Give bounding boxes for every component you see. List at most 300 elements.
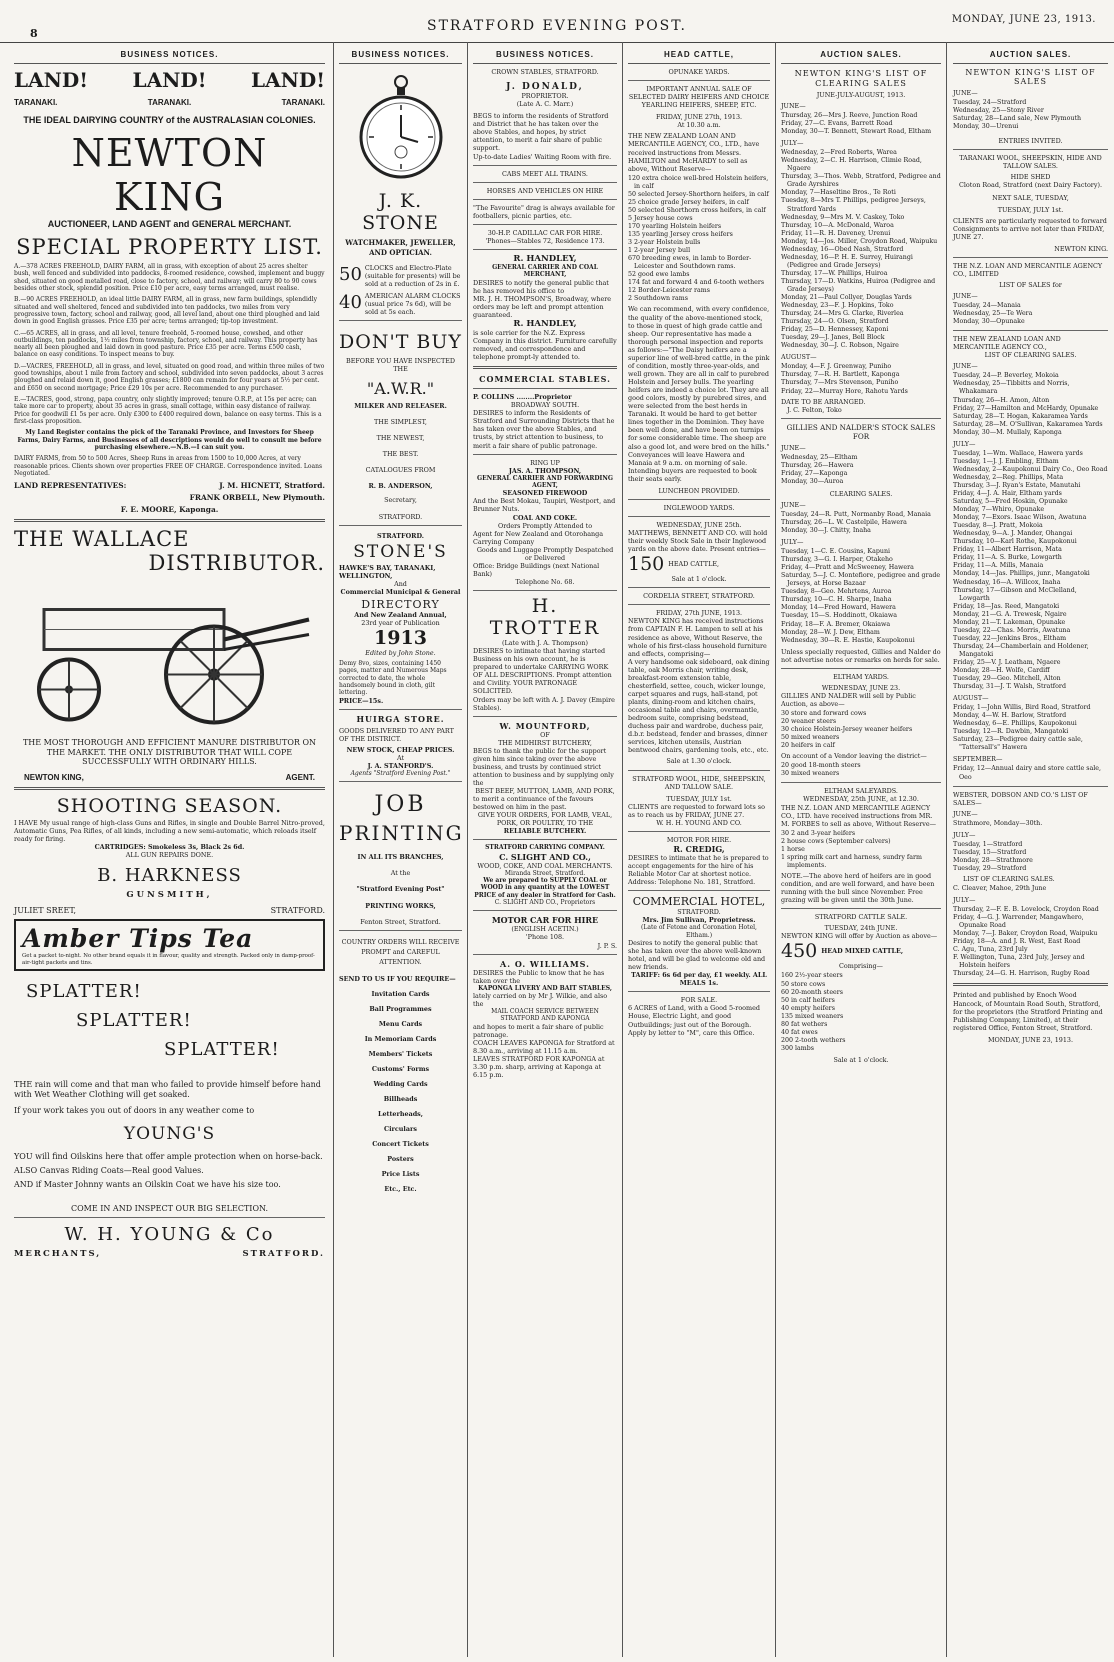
date-to-be-arranged: DATE TO BE ARRANGED. [781, 397, 866, 406]
at-the: At the [390, 869, 411, 878]
wed-25: WEDNESDAY, JUNE 25th. [656, 520, 742, 529]
newton-king-sig: NEWTON KING. [1054, 244, 1108, 253]
gn-will-sell: GILLIES AND NALDER will sell by Public Auction, as above— [781, 691, 916, 708]
matthews: MATTHEWS, BENNETT AND CO. will hold their weekly Stock Sale in their Inglewood yards on the above date. Present entries— [628, 529, 768, 554]
slight-proprietors: C. SLIGHT AND CO., Proprietors [494, 899, 596, 907]
list-item: Thursday, 26—Mrs J. Reeve, Junction Road [781, 112, 918, 120]
crown-stables: CROWN STABLES, STRATFORD. [491, 68, 599, 76]
list-item: Friday, 18—Jas. Reed, Mangatoki [953, 602, 1060, 610]
heifers-note: NOTE.—The above herd of heifers are in good condition, and are well forward, and have been running with the bull since November. Free grazing will be given until the 30th June. [781, 871, 935, 905]
at-1030: At 10.30 a.m. [677, 121, 721, 130]
list-item: Thursday, 24—Chamberlain and Holdener, Mangatoki [953, 642, 1089, 658]
jk-stone: J. K. STONE [362, 190, 439, 234]
splatter-2: SPLATTER! [76, 1010, 192, 1032]
wool-hide-sale: STRATFORD WOOL, HIDE, SHEEPSKIN, AND TALLOW SALE. [632, 774, 766, 791]
column-business-notices-2 [334, 42, 468, 1657]
list-item: Monday, 21—Paul Collyer, Douglas Yards [781, 294, 912, 302]
list-item: Monday, 7—Exors. Isaac Wilson, Awatuna [953, 514, 1087, 522]
list-item: Posters [387, 1155, 414, 1164]
list-item: Saturday, 23—Pedigree dairy cattle sale, "Tattersall's" Hawera [953, 736, 1083, 752]
six-acres: 6 ACRES of Land, with a Good 5-roomed House, Electric Light, and good Outbuildings; just out of the Borough. Apply by letter to "M", care this Office. [628, 1004, 760, 1037]
list-item: Wednesday, 30—J. C. Robson, Ngaire [781, 342, 899, 350]
list-item: Tuesday, 22—Jenkins Bros., Eltham [953, 634, 1067, 642]
land-heading: LAND! LAND! LAND! [14, 68, 325, 92]
phones: 'Phones—Stables 72, Residence 173. [485, 236, 605, 245]
merit-continuance: to merit a continuance of the favours bestowed on him in the past. [473, 795, 594, 812]
cl-july-label: JULY— [953, 439, 976, 448]
dairy-farms: DAIRY FARMS, from 50 to 500 Acres, Sheep Runs in areas from 1500 to 10,000 Acres, at very reasonable prices. Clients shown over properties FREE OF CHARGE. Correspondence invited. Loans Negotiated. [14, 455, 323, 477]
hide-shed: HIDE SHED [1010, 173, 1051, 182]
list-item: Ball Programmes [369, 1005, 432, 1014]
hawkes-bay: HAWKE'S BAY, TARANAKI, WELLINGTON, [339, 563, 436, 580]
list-item: Friday, 11—R. H. Daveney, Urenui [781, 229, 891, 237]
list-item: Monday, 30—J. Chitty, Inaha [781, 527, 871, 535]
list-item: Saturday, 5—Fred Hoskin, Opunake [953, 498, 1068, 506]
list-item: Thursday, 26—Hawera [781, 461, 854, 469]
cl-june-list [781, 511, 941, 535]
mrs-sullivan: Mrs. Jim Sullivan, Proprietress. [642, 916, 756, 925]
coach-leaves: COACH LEAVES KAPONGA for Stratford at 8.30 a.m., arriving at 11.15 a.m. [473, 1038, 615, 1055]
list-item: Wednesday, 2—C. H. Harrison, Climie Road, Ngaere [781, 157, 922, 173]
list-item: Tuesday, 1—Stratford [953, 840, 1023, 848]
list-item: Monday, 7—J. Baker, Croydon Road, Waipuku [953, 930, 1098, 938]
splatter-3: SPLATTER! [164, 1039, 280, 1061]
edited-by: Edited by John Stone. [365, 649, 436, 658]
list-item: Tuesday, 24—Stratford [953, 99, 1027, 106]
proprietor: PROPRIETOR. [521, 92, 569, 101]
reliable-butchery: RELIABLE BUTCHERY. [503, 827, 587, 836]
nk-june-list [953, 99, 1108, 131]
gillies-nalder-stock: GILLIES AND NALDER'S STOCK SALES FOR [786, 422, 936, 441]
ring-up: RING UP [530, 458, 560, 467]
list-item: Friday, 11—Albert Harrison, Mata [953, 546, 1062, 554]
column-auction-sales-2 [776, 42, 947, 1657]
list-item: Thursday, 10—Karl Rothe, Kaupokonui [953, 538, 1077, 546]
cabs-meet: CABS MEET ALL TRAINS. [502, 169, 588, 178]
for-sale: FOR SALE. [680, 996, 718, 1005]
work-text: If your work takes you out of doors in any weather come to [14, 1106, 255, 1116]
rain-text: THE rain will come and that man who failed to provide himself before hand with Wet Weather Clothing will get soaked. [14, 1080, 321, 1100]
directory: DIRECTORY [361, 597, 440, 611]
pocket-watch-icon [356, 72, 446, 182]
slight-co: C. SLIGHT AND CO., [499, 851, 591, 862]
nk-list-sales: NEWTON KING'S LIST OF SALES [965, 68, 1096, 86]
eltham-yards: ELTHAM YARDS. [833, 672, 889, 681]
list-item: Wednesday, 23—F. J. Hopkins, Toko [781, 302, 894, 310]
coal-coke: COAL AND COKE. [512, 513, 578, 522]
agents-sep: Agents "Stratford Evening Post." [350, 770, 451, 778]
mountford-begs: BEGS to thank the public for the support given him since taking over the above business, and trusts by continued strict attention to business and by supplying only the [473, 746, 614, 787]
column-business-notices-1 [0, 42, 334, 1657]
list-item: Billheads [383, 1095, 418, 1104]
telephone-68: Telephone No. 68. [515, 578, 575, 586]
list-item: Monday, 28—W. J. Dew, Eltham [781, 628, 880, 636]
cartridges: CARTRIDGES: Smokeless 3s, Black 2s 6d. [94, 843, 245, 852]
wallace-title: THE WALLACE [14, 527, 190, 552]
list-item: Friday, 4—Pratt and McSweeney, Hawera [781, 564, 914, 572]
list-item: Wednesday, 9—Mrs M. V. Caskey, Toko [781, 213, 905, 221]
printing-works: PRINTING WORKS, [365, 901, 436, 910]
sep-name: "Stratford Evening Post" [356, 885, 445, 894]
list-item: 50 mixed weaners [781, 734, 840, 742]
best: THE BEST. [382, 450, 419, 459]
list-item: Tuesday, 24—Manaia [953, 302, 1021, 310]
list-item: Friday, 27—Hamilton and McHardy, Opunake [953, 404, 1099, 412]
head-cattle-150: 150 HEAD CATTLE, [628, 553, 720, 576]
list-item: Wednesday, 25—Stony River [953, 107, 1044, 115]
cattle-lots [781, 972, 941, 1052]
special-property-list: SPECIAL PROPERTY LIST. [16, 235, 323, 259]
column-heading: AUCTION SALES. [953, 42, 1108, 64]
felton: J. C. Felton, Toko [787, 405, 842, 414]
ideal-dairying: THE IDEAL DAIRYING COUNTRY of the AUSTRALASIAN COLONIES. [23, 115, 316, 125]
list-item: Tuesday, 29—J. Janes, Bell Block [781, 334, 885, 342]
property-d: D.—VACRES, FREEHOLD, all in grass, and level, situated on good road, and within three miles of two good townships, about 1 mile from factory and school, subdivided into seven paddocks, about 3 acres ploughed and relaid down it, good English grasses; £1800 can remain for four years at 5½ per cent. and £650 on second mortgage; Price £29 10s per acre. Recommended to any purchaser. [14, 362, 325, 392]
list-item: 160 2½-year steers [781, 972, 843, 980]
column-heading: BUSINESS NOTICES. [473, 42, 617, 64]
taranaki-wool: TARANAKI WOOL, SHEEPSKIN, HIDE AND TALLOW SALES. [959, 154, 1102, 171]
directory-year: 1913 [374, 627, 427, 650]
credig: R. CREDIG, [673, 843, 725, 854]
list-item: Thursday, 26—L. W. Castelpile, Hawera [781, 518, 907, 526]
supply-coal: We are prepared to SUPPLY COAL or WOOD in any quantity at the LOWEST PRICE of any dealer in Stratford for Cash. [474, 877, 616, 899]
list-item: Wednesday, 16—A. Willcox, Inaha [953, 578, 1061, 586]
list-item: Thursday, 26—H. Amon, Alton [953, 396, 1050, 404]
list-item: Thursday, 3—G. I. Harper, Otakeho [781, 556, 893, 564]
list-item: 30 choice Holstein-Jersey weaner heifers [781, 726, 913, 734]
list-item: Wedding Cards [373, 1080, 428, 1089]
johnny-text: AND if Master Johnny wants an Oilskin Coat we have his size too. [14, 1180, 281, 1190]
list-item: Friday, 22—Murray Hore, Rahotu Yards [781, 387, 908, 395]
june-july-august: JUNE-JULY-AUGUST, 1913. [816, 91, 906, 99]
clients-requested: CLIENTS are particularly requested to forward Consignments to arrive not later than FRIDAY, JUNE 27. [953, 216, 1107, 241]
cl-june-label: JUNE— [781, 500, 806, 509]
wallace-agent: NEWTON KING, AGENT. [24, 772, 315, 782]
list-item: Thursday, 17—Gibson and McClelland, Lowgarth [953, 586, 1077, 602]
whh-young: W. H. YOUNG & Co [64, 1224, 275, 1246]
property-a: A.—378 ACRES FREEHOLD, DAIRY FARM, all in grass, with exception of about 25 acres shelter bush, well fenced and subdivided into paddocks, 8-roomed residence, cowshed, implement and buggy shed, situated on good metalled road, close to factory, school, and railway; will carry 80 to 90 cows besides other stock, splendid position. Price £10 per acre, easy terms arranged, must realise. [14, 263, 325, 292]
list-item: Wednesday, 2—Fred Roberts, Warea [781, 149, 897, 157]
sale-130: Sale at 1.30 o'clock. [666, 757, 732, 766]
sale-1: Sale at 1 o'clock. [833, 1055, 889, 1064]
list-item: Tuesday, 8—Geo. Mehrtens, Auroa [781, 588, 892, 596]
list-item: Tuesday, 1—C. E. Cousins, Kapuni [781, 548, 891, 556]
amber-tips-tea-ad [14, 919, 325, 971]
list-item: Invitation Cards [371, 990, 430, 999]
list-item: 1 2-year Jersey bull [628, 247, 691, 255]
list-item: Tuesday, 22—Chas. Morris, Awatuna [953, 626, 1071, 634]
list-item: Price Lists [381, 1170, 420, 1179]
list-item: 50 in calf heifers [781, 996, 835, 1004]
stratford-2: STRATFORD. [377, 531, 424, 540]
seasoned-firewood: SEASONED FIREWOOD [502, 489, 588, 498]
friday-27: FRIDAY, JUNE 27th, 1913. [655, 113, 743, 122]
printed-published: Printed and published by Enoch Wood Hancock, of Mountain Road South, Stratford, for the proprietors (the Stratford Printing and Publishing Company, Limited), at their registered Office, Fenton Street, Stratford. [953, 991, 1103, 1032]
cl-aug-list [953, 704, 1108, 752]
aug-label: AUGUST— [953, 694, 989, 703]
list-item: Wednesday, 25—Eltham [781, 453, 858, 461]
stratford-cattle-sale: STRATFORD CATTLE SALE. [814, 913, 908, 922]
send-to-us: SEND TO US IF YOU REQUIRE— [339, 975, 456, 984]
list-item: In Memoriam Cards [364, 1035, 437, 1044]
list-item: Thursday, 3—J. Ryan's Estate, Manutahi [953, 481, 1081, 489]
masthead-bar [0, 0, 1114, 43]
entries-invited: ENTRIES INVITED. [998, 137, 1063, 146]
list-item: Friday, 25—D. Hennessey, Kaponi [781, 326, 889, 334]
list-item: Saturday, 28—M. O'Sullivan, Kakaramea Yards [953, 420, 1103, 428]
list-item: Monday, 30—T. Bennett, Stewart Road, Eltham [781, 128, 932, 136]
w-july-list [953, 841, 1108, 873]
nz-annual: And New Zealand Annual, [354, 610, 447, 619]
young-merchants: MERCHANTS, STRATFORD. [14, 1249, 325, 1260]
list-item: 200 2-tooth wethers [781, 1036, 846, 1044]
goods-delivered: GOODS DELIVERED TO ANY PART OF THE DISTRICT. [339, 726, 454, 743]
gun-repairs: ALL GUN REPAIRS DONE. [125, 851, 214, 860]
best-beef: BEST BEEF, MUTTON, LAMB, AND PORK, [475, 787, 615, 796]
waiting-room: Up-to-date Ladies' Waiting Room with fire. [473, 152, 612, 161]
list-item: Letterheads, [377, 1110, 424, 1119]
clocks-offer: 50 CLOCKS and Electro-Plate (suitable for presents) will be sold at a reduction of 2s in £. [339, 263, 461, 288]
canvas-text: ALSO Canvas Riding Coats—Real good Values. [14, 1166, 204, 1176]
list-item: Menu Cards [378, 1020, 423, 1029]
list-item: Thursday, 10—A. McDonald, Waroa [781, 221, 894, 229]
list-item: Tuesday, 24—P. Beverley, Mokoia [953, 372, 1059, 380]
eltham-saleyards: ELTHAM SALEYARDS. [824, 787, 898, 796]
column-auction-sales-1 [623, 42, 776, 1657]
opunake-lots [628, 175, 770, 304]
opunake-yards: OPUNAKE YARDS. [668, 68, 730, 76]
youngs-title: YOUNG'S [123, 1124, 216, 1145]
nk-july-list [781, 149, 941, 350]
list-item: Tuesday, 1—Wm. Wallace, Hawera yards [953, 449, 1083, 457]
list-item: Circulars [384, 1125, 417, 1134]
friday-27-june: FRIDAY, 27th JUNE, 1913. [655, 609, 743, 618]
huirga-store: HUIRGA STORE. [356, 713, 445, 724]
list-item: Thursday, 3—Thos. Webb, Stratford, Pedigree and Grade Ayrshires [781, 173, 941, 189]
list-item: 50 store cows [781, 980, 826, 988]
list-item: Friday, 1—John Willis, Bird Road, Stratford [953, 704, 1091, 712]
wed-25-june: WEDNESDAY, 25th JUNE, at 12.30. [803, 795, 919, 804]
handley-2: R. HANDLEY, [513, 318, 577, 329]
give-orders: GIVE YOUR ORDERS, FOR LAMB, VEAL, PORK, OR POULTRY, TO THE [477, 811, 613, 828]
splatter-1: SPLATTER! [26, 981, 142, 1003]
amber-tips-title: Amber Tips Tea [22, 924, 254, 954]
cl-sep-list [953, 765, 1108, 781]
list-item: Tuesday, 8—Mrs T. Phillips, pedigree Jerseys, Stratford Yards [781, 197, 926, 213]
oilskins-text: YOU will find Oilskins here that offer ample protection when on horse-back. [14, 1152, 323, 1162]
list-item: Wednesday, 16—Obed Nash, Stratford [781, 245, 904, 253]
important-sale: IMPORTANT ANNUAL SALE OF SELECTED DAIRY HEIFERS AND CHOICE YEARLING HEIFERS, SHEEP, ETC. [628, 85, 770, 110]
list-item: 50 selected Jersey-Shorthorn heifers, in calf [628, 190, 769, 198]
thompson: MR. J. H. THOMPSON'S, Broadway, where orders may be left and prompt attention guaranteed. [473, 294, 612, 319]
new-stock: NEW STOCK, CHEAP PRICES. [346, 745, 455, 754]
list-item: Tuesday, 1—J. J. Embling, Eltham [953, 457, 1059, 465]
cl-june-list [953, 372, 1108, 436]
list-item: 170 yearling Holstein heifers [628, 222, 722, 230]
list-item: Tuesday, 8—J. Pratt, Mokoia [953, 522, 1043, 530]
trotter-late: (Late with J. A. Thompson) [501, 639, 589, 648]
list-item: Etc., Etc. [384, 1185, 417, 1194]
williams-desires: DESIRES the Public to know that he has taken over the [473, 968, 605, 985]
list-item: 80 fat wethers [781, 1020, 828, 1028]
stone-sub: WATCHMAKER, JEWELLER, AND OPTICIAN. [345, 238, 456, 257]
list-item: Saturday, 28—Land sale, New Plymouth [953, 115, 1082, 123]
mail-coach: MAIL COACH SERVICE BETWEEN STRATFORD AND KAPONGA [491, 1008, 599, 1023]
tues-july-1: TUESDAY, JULY 1st. [666, 794, 732, 803]
donald: J. DONALD, [506, 82, 584, 93]
list-item: Thursday, 24—Mrs G. Clarke, Riverlea [781, 310, 904, 318]
list-item: 50 selected Shorthorn cross heifers, in calf [628, 206, 766, 214]
list-item: Customs' Forms [371, 1065, 430, 1074]
nzl-june-label: JUNE— [953, 292, 978, 301]
list-item: 135 mixed weaners [781, 1012, 844, 1020]
w-july-label: JULY— [953, 830, 976, 839]
horses-vehicles: HORSES AND VEHICLES ON HIRE [486, 186, 604, 195]
list-item: Monday, 30—Urenui [953, 123, 1019, 131]
fenton-street: Fenton Street, Stratford. [360, 917, 441, 926]
english-acetin: (ENGLISH ACETIN.) [511, 925, 579, 934]
demy-description: Demy 8vo, sizes, containing 1450 pages, matter and Numerous Maps corrected to date, the whole handsomely bound in cloth, gilt lettering. [339, 660, 447, 697]
list-clearing: LIST OF CLEARING SALES. [984, 351, 1077, 360]
list-item: Friday, 18—F. A. Bremer, Okaiawa [781, 620, 891, 628]
w-clearing: LIST OF CLEARING SALES. [963, 874, 1055, 883]
sole-carrier: is sole carrier for the N.Z. Express Company in this district. Furniture carefully removed, and correspondence and telephone prompt-ly attended to. [473, 328, 617, 362]
hotel-desires: Desires to notify the general public that she has taken over the above well-known hotel, and will be glad to welcome old and new friends. [628, 938, 766, 972]
tues-july-1: TUESDAY, JULY 1st. [997, 205, 1064, 214]
list-item: Thursday, 7—Mrs Stevenson, Puniho [781, 379, 899, 387]
list-item: Friday, 11—A. S. Burke, Lowgarth [953, 554, 1062, 562]
vendor-leaving: On account of a Vendor leaving the district— [781, 752, 927, 761]
hotel-stratford: STRATFORD. [677, 908, 721, 917]
cl-july-list [781, 548, 941, 645]
list-item: 20 heifers in calf [781, 742, 835, 750]
nzl-forbes: THE N.Z. LOAN AND MERCANTILE AGENCY CO., LTD. have received instructions from MR. M. FORBES to sell as above, Without Reserve— [781, 803, 937, 828]
w-cl-july-list [953, 906, 1108, 978]
list-item: Members' Tickets [368, 1050, 433, 1059]
list-item: 3 2-year Holstein bulls [628, 239, 701, 247]
july-label: JULY— [781, 139, 804, 148]
property-b: B.—90 ACRES FREEHOLD, an ideal little DAIRY FARM, all in grass, new farm buildings, splendidly situated and well sheltered, fenced and subdivided into ten paddocks, two miles from very progressive town, factory, school and railway, good, all level land, about one third ploughed and laid down in good English grasses. Price £35 per acre; terms arranged; tip-top investment. [14, 296, 320, 326]
simplest: THE SIMPLEST, [374, 418, 427, 427]
comprising: Comprising— [839, 962, 883, 971]
nz-loan-instructions: THE NEW ZEALAND LOAN AND MERCANTILE AGENCY, CO., LTD., have received instructions from Messrs. HAMILTON and McHARDY to sell as above, Without Reserve— [628, 132, 760, 173]
list-item: Wednesday, 9—A. J. Mander, Ohangai [953, 530, 1073, 538]
orders-attended: Orders Promptly Attended to [497, 521, 593, 530]
eltham-lots [781, 710, 941, 750]
list-item: Tuesday, 12—R. Dawbin, Mangatoki [953, 728, 1069, 736]
favourite-drag: "The Favourite" drag is always available for footballers, picnic parties, etc. [473, 203, 615, 220]
column-auction-sales-3 [947, 42, 1114, 1657]
list-item: Friday, 11—A. Mills, Manaia [953, 562, 1044, 570]
at-text: At [396, 753, 405, 762]
credig-body: DESIRES to intimate that he is prepared to accept engagements for the hire of his Reliable Motor Car at shortest notice. Address: Telephone No. 181, Stratford. [628, 853, 769, 887]
list-item: Monday, 30—M. Mullaly, Kaponga [953, 428, 1062, 436]
stratford-1: STRATFORD. [378, 512, 423, 521]
motor-for-hire: MOTOR FOR HIRE. [666, 835, 732, 844]
cordelia-street: CORDELIA STREET, STRATFORD. [643, 592, 755, 601]
list-item: Strathmore, Monday—30th. [953, 819, 1043, 827]
alarm-offer: 40 AMERICAN ALARM CLOCKS (usual price 7s 6d), will be sold at 5s each. [339, 291, 461, 316]
list-item: Friday, 27—Kaponga [781, 469, 848, 477]
list-item: 30 2 and 3-year heifers [781, 829, 856, 837]
list-item: Friday, 27—C. Evans, Barrett Road [781, 120, 893, 128]
late-fetone: (Late of Fetone and Coronation Hotel, Eltham.) [641, 924, 757, 939]
most-efficient-text: THE MOST THOROUGH AND EFFICIENT MANURE DISTRIBUTOR ON THE MARKET. THE ONLY DISTRIBUTOR THAT WILL COPE SUCCESSFULLY WITH ORDINARY HILLS. [22, 738, 317, 767]
list-item: Monday, 30—Opunake [953, 318, 1025, 326]
list-item: Wednesday, 2—Kaupokonui Dairy Co., Oeo Road [953, 465, 1108, 473]
job-title: JOB [374, 792, 427, 818]
land-representatives: LAND REPRESENTATIVES: J. M. HICNETT, Stratford. [14, 481, 325, 491]
agent-nz: Agent for New Zealand and Otorohanga Carrying Company [473, 529, 604, 546]
list-item: C. Cleaver, Mahoe, 29th June [953, 884, 1047, 892]
collins: P. COLLINS ........Proprietor [473, 393, 572, 402]
list-item: 120 extra choice well-bred Holstein heifers, in calf [628, 174, 769, 190]
list-item: Wednesday, 30—R. E. Hastie, Kaupokonui [781, 636, 915, 644]
lately-carried: lately carried on by Mr J. Wilkie, and also the [473, 992, 608, 1009]
unless-requested: Unless specially requested, Gillies and Nalder do not advertise notes or remarks on herds for sale. [781, 647, 941, 664]
wed-june-23: WEDNESDAY, JUNE 23. [821, 683, 901, 692]
list-item: Thursday, 2—F. E. B. Lovelock, Croydon Road [953, 906, 1099, 914]
list-item: Friday, 4—J. A. Hair, Eltham yards [953, 490, 1062, 497]
broadway-south: BROADWAY SOUTH. [510, 401, 580, 410]
list-item: 300 lambs [781, 1044, 815, 1052]
list-item: 20 good 18-month steers [781, 762, 861, 770]
cl-june-label: JUNE— [953, 362, 978, 371]
hopes-merit: and hopes to merit a fair share of public patronage. [473, 1022, 604, 1039]
list-item: Monday, 14—Jas. Phillips, junr., Mangatoki [953, 570, 1090, 578]
list-item: 1 horse [781, 845, 805, 853]
printing-items-list [339, 990, 462, 1193]
auctioneer-line: AUCTIONEER, LAND AGENT and GENERAL MERCHANT. [47, 219, 292, 229]
nzl-agency: THE N.Z. LOAN AND MERCANTILE AGENCY CO., LIMITED [953, 261, 1103, 278]
list-item: Thursday, 24—G. H. Harrison, Rugby Road [953, 970, 1090, 978]
w-cl-list [953, 885, 1108, 893]
motor-car-hire: MOTOR CAR FOR HIRE [491, 915, 599, 926]
list-item: Monday, 7—Haseltine Bros., Te Roti [781, 189, 896, 197]
handsome-furniture: A very handsome oak sideboard, oak dining table, oak Morris chair, writing desk, breakfast-room extension table, chesterfield, settee, couch, wicker lounge, carpet squares and rugs, hall-stand, pot plants, dining-room and kitchen chairs, occasional table and chairs, overmantle, bedroom suite, comprising bedstead, duchess pair and wardrobe, duchess pair, d.b.r. bedstead, fender and brasses, dinner services, kitchen utensils, Austrian bentwood chairs, gardening tools, etc., etc. [628, 657, 770, 755]
luncheon: LUNCHEON PROVIDED. [658, 486, 740, 495]
collins-desires: DESIRES to inform the Residents of Stratford and Surrounding Districts that he has taken over the above Stables, and trusts, by strict attention to business, to merit a fair share of public patronage. [473, 409, 615, 450]
w-cl-july-label: JULY— [953, 896, 976, 905]
ao-williams: A. O. WILLIAMS. [500, 958, 590, 969]
list-item: Monday, 28—Strathmore [953, 856, 1033, 864]
year-publication: 23rd year of Publication [361, 618, 440, 627]
kaponga-livery: KAPONGA LIVERY AND BAIT STABLES, [478, 984, 612, 992]
webster-dobson: WEBSTER, DOBSON AND CO.'S LIST OF SALES— [953, 790, 1088, 807]
list-item: 12 Border-Leicester rams [628, 287, 710, 295]
june-label: JUNE— [781, 102, 806, 111]
forbes-lots [781, 830, 941, 870]
dont-buy: DON'T BUY [339, 330, 462, 353]
cl-july-list [953, 450, 1108, 691]
handley: R. HANDLEY, [513, 253, 577, 264]
sep-label: SEPTEMBER— [953, 755, 1003, 764]
list-item: 1 spring milk cart and harness, sundry farm implements. [781, 853, 922, 869]
masthead-title: STRATFORD EVENING POST. [427, 18, 687, 34]
shooting-season: SHOOTING SEASON. [56, 794, 283, 817]
list-sales-for: LIST OF SALES for [999, 281, 1062, 289]
list-item: Wednesday, 6—E. Phillips, Kaupokonui [953, 720, 1077, 728]
list-item: Concert Tickets [372, 1140, 429, 1149]
commercial-stables: COMMERCIAL STABLES. [479, 374, 611, 385]
stanfords: J. A. STANFORD'S. [367, 761, 434, 770]
nk-clearing-list: NEWTON KING'S LIST OF CLEARING SALES [794, 68, 928, 88]
list-item: Tuesday, 29—Stratford [953, 864, 1027, 872]
milker: MILKER AND RELEASER. [354, 402, 447, 411]
list-item: Monday, 14—Jos. Miller, Croydon Road, Waipuku [781, 237, 938, 245]
column-heading: HEAD CATTLE, [628, 42, 770, 64]
list-item: 40 fat ewes [781, 1028, 818, 1036]
